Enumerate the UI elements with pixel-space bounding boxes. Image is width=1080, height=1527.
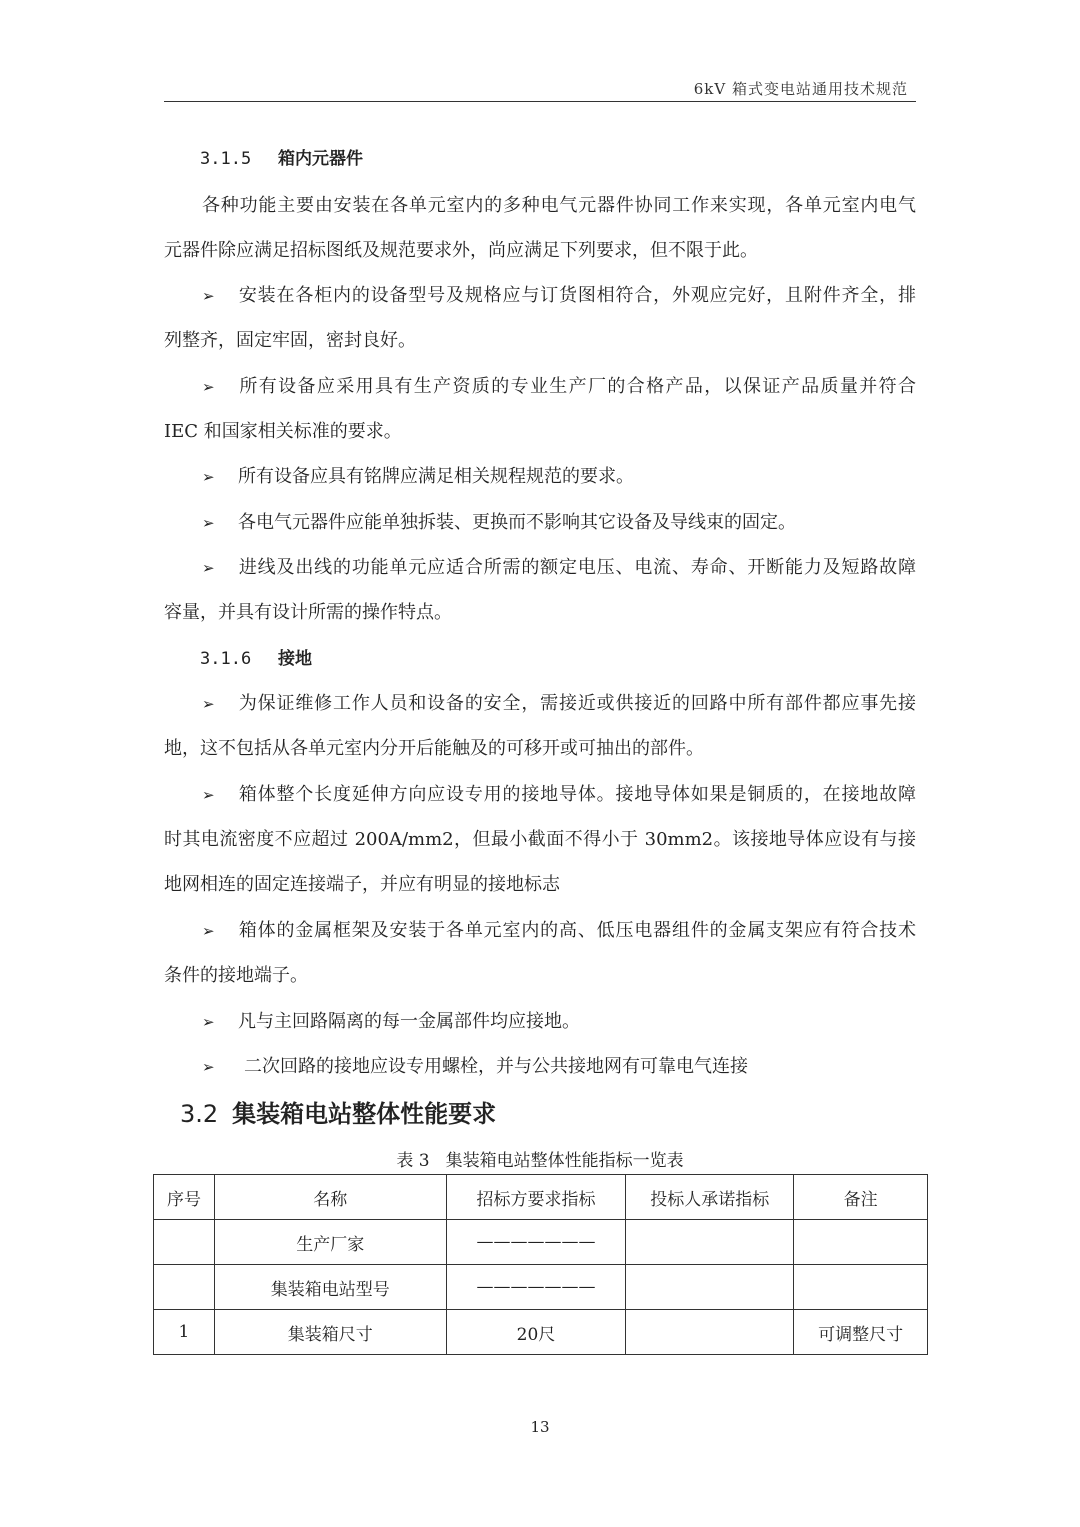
list-item-text: 所有设备应具有铭牌应满足相关规程规范的要求。 <box>238 466 634 487</box>
section-heading-3-1-5 <box>200 147 952 171</box>
list-item-continuation: IEC 和国家相关标准的要求。 <box>164 421 402 442</box>
table-cell: 20尺 <box>446 1310 626 1355</box>
table-cell: ——————— <box>446 1265 626 1310</box>
list-item-continuation: 时其电流密度不应超过 200A/mm2，但最小截面不得小于 30mm2。该接地导体应设有与接 <box>164 829 916 850</box>
table-caption-title: 集装箱电站整体性能指标一览表 <box>445 1151 684 1171</box>
arrow-bullet-icon: ➢ <box>202 378 215 396</box>
table-cell <box>626 1220 794 1265</box>
list-item-continuation: 列整齐，固定牢固，密封良好。 <box>164 330 416 351</box>
table-header-cell: 投标人承诺指标 <box>626 1175 794 1220</box>
list-item-text: 箱体的金属框架及安装于各单元室内的高、低压电器组件的金属支架应有符合技术 <box>238 920 916 941</box>
list-item-continuation: 容量，并具有设计所需的操作特点。 <box>164 602 452 623</box>
table-header-cell: 序号 <box>154 1175 215 1220</box>
table-cell: ——————— <box>446 1220 626 1265</box>
arrow-bullet-icon: ➢ <box>202 1058 215 1076</box>
list-item <box>202 511 954 535</box>
list-item-continuation: 地网相连的固定连接端子，并应有明显的接地标志 <box>164 874 560 895</box>
list-item <box>202 1055 954 1079</box>
table-cell <box>794 1220 928 1265</box>
list-item-text: 二次回路的接地应设专用螺栓，并与公共接地网有可靠电气连接 <box>244 1056 748 1077</box>
list-item-text: 安装在各柜内的设备型号及规格应与订货图相符合，外观应完好，且附件齐全，排 <box>238 285 916 306</box>
section-title: 箱内元器件 <box>278 149 363 169</box>
list-item <box>202 783 916 807</box>
table-row <box>154 1265 928 1310</box>
arrow-bullet-icon: ➢ <box>202 559 215 577</box>
arrow-bullet-icon: ➢ <box>202 514 215 532</box>
section-number: 3.2 <box>180 1100 219 1128</box>
table-header-cell: 招标方要求指标 <box>446 1175 626 1220</box>
list-item-text: 各电气元器件应能单独拆装、更换而不影响其它设备及导线束的固定。 <box>238 512 796 533</box>
performance-table <box>153 1174 928 1355</box>
arrow-bullet-icon: ➢ <box>202 695 215 713</box>
table-caption <box>0 1146 1080 1171</box>
header-rule <box>164 101 916 102</box>
paragraph-line: 各种功能主要由安装在各单元室内的多种电气元器件协同工作来实现，各单元室内电气 <box>202 195 916 216</box>
table-cell: 1 <box>154 1310 215 1355</box>
section-number: 3.1.5 <box>200 149 252 169</box>
table-cell <box>626 1265 794 1310</box>
table-header-cell: 名称 <box>214 1175 446 1220</box>
table-header-row <box>154 1175 928 1220</box>
page-number: 13 <box>530 1418 550 1436</box>
table-cell: 可调整尺寸 <box>794 1310 928 1355</box>
table-caption-number: 表 3 <box>396 1151 430 1171</box>
list-item <box>202 919 916 943</box>
list-item-text: 为保证维修工作人员和设备的安全，需接近或供接近的回路中所有部件都应事先接 <box>238 693 916 714</box>
section-title: 集装箱电站整体性能要求 <box>232 1100 497 1128</box>
list-item <box>202 465 954 489</box>
arrow-bullet-icon: ➢ <box>202 287 215 305</box>
list-item-text: 凡与主回路隔离的每一金属部件均应接地。 <box>238 1011 580 1032</box>
running-header-title: 6kV 箱式变电站通用技术规范 <box>693 80 908 98</box>
list-item-text: 所有设备应采用具有生产资质的专业生产厂的合格产品，以保证产品质量并符合 <box>238 376 916 397</box>
table-row <box>154 1310 928 1355</box>
arrow-bullet-icon: ➢ <box>202 468 215 486</box>
list-item <box>202 556 916 580</box>
arrow-bullet-icon: ➢ <box>202 922 215 940</box>
table-header-cell: 备注 <box>794 1175 928 1220</box>
table-cell: 集装箱电站型号 <box>214 1265 446 1310</box>
table-cell: 生产厂家 <box>214 1220 446 1265</box>
list-item <box>202 375 916 399</box>
table-row <box>154 1220 928 1265</box>
list-item <box>202 1010 954 1034</box>
list-item-continuation: 条件的接地端子。 <box>164 965 308 986</box>
section-heading-3-1-6 <box>200 647 952 671</box>
arrow-bullet-icon: ➢ <box>202 1013 215 1031</box>
paragraph-line: 元器件除应满足招标图纸及规范要求外，尚应满足下列要求，但不限于此。 <box>164 240 758 261</box>
arrow-bullet-icon: ➢ <box>202 786 215 804</box>
table-cell <box>154 1220 215 1265</box>
table-cell <box>794 1265 928 1310</box>
section-number: 3.1.6 <box>200 649 252 669</box>
table-cell: 集装箱尺寸 <box>214 1310 446 1355</box>
table-cell <box>626 1310 794 1355</box>
list-item-text: 进线及出线的功能单元应适合所需的额定电压、电流、寿命、开断能力及短路故障 <box>238 557 916 578</box>
list-item <box>202 284 916 308</box>
list-item-continuation: 地，这不包括从各单元室内分开后能触及的可移开或可抽出的部件。 <box>164 738 704 759</box>
list-item-text: 箱体整个长度延伸方向应设专用的接地导体。接地导体如果是铜质的，在接地故障 <box>238 784 916 805</box>
list-item <box>202 692 916 716</box>
section-heading-3-2 <box>180 1094 496 1129</box>
section-title: 接地 <box>278 649 312 669</box>
table-cell <box>154 1265 215 1310</box>
